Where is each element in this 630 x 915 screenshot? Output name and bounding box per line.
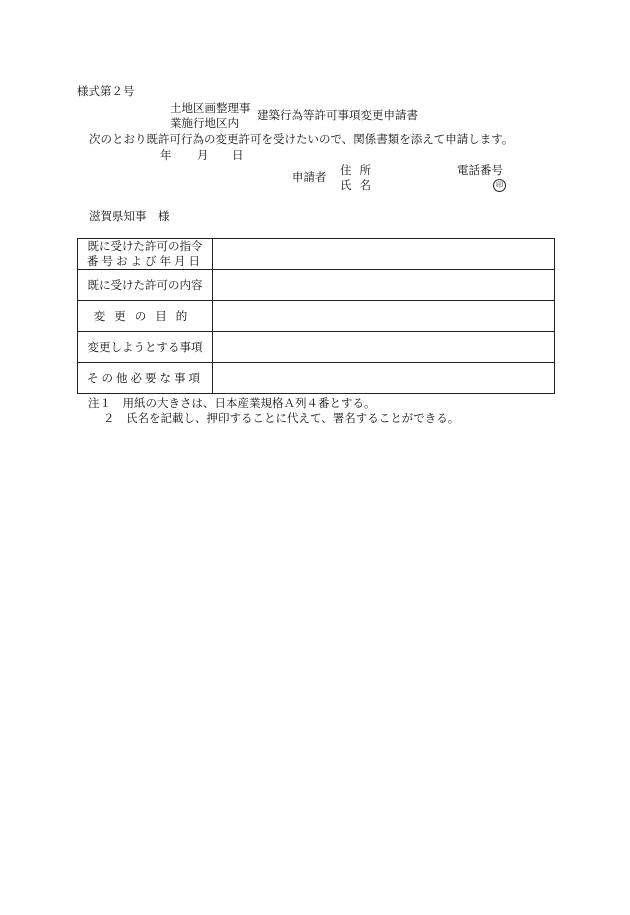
address-label: 住所 bbox=[340, 163, 379, 177]
note-1: 注１ 用紙の大きさは、日本産業規格Ａ列４番とする。 bbox=[88, 396, 376, 410]
row-label-prior-permit-content: 既に受けた許可の内容 bbox=[78, 270, 213, 301]
row-label-line2: 番号および年月日 bbox=[87, 254, 203, 268]
applicant-label: 申請者 bbox=[292, 170, 327, 184]
seal-icon: 印 bbox=[493, 179, 506, 192]
prior-permit-number-field[interactable] bbox=[213, 239, 555, 270]
intro-text: 次のとおり既許可行為の変更許可を受けたいので、関係書類を添えて申請します。 bbox=[89, 132, 514, 146]
row-label-other-items: その他必要な事項 bbox=[78, 363, 213, 394]
row-label-line1: 既に受けた許可の指令 bbox=[87, 239, 203, 253]
date-day-label: 日 bbox=[232, 148, 244, 162]
name-label: 氏名 bbox=[340, 178, 379, 192]
title-prefix-line1: 土地区画整理事 bbox=[170, 101, 251, 115]
date-month-label: 月 bbox=[197, 148, 209, 162]
title-prefix-line2: 業施行地区内 bbox=[170, 116, 239, 130]
table-row bbox=[78, 332, 555, 363]
change-purpose-field[interactable] bbox=[213, 301, 555, 332]
row-label-prior-permit-number bbox=[78, 239, 213, 270]
phone-label: 電話番号 bbox=[457, 163, 503, 177]
table-row bbox=[78, 301, 555, 332]
form-number: 様式第２号 bbox=[77, 84, 135, 98]
row-label-change-items: 変更しようとする事項 bbox=[78, 332, 213, 363]
table-row bbox=[78, 239, 555, 270]
other-items-field[interactable] bbox=[213, 363, 555, 394]
note-2: ２ 氏名を記載し、押印することに代えて、署名することができる。 bbox=[103, 411, 460, 425]
row-label-change-purpose: 変更の目的 bbox=[78, 301, 213, 332]
document-title: 建築行為等許可事項変更申請書 bbox=[257, 108, 418, 122]
table-row bbox=[78, 270, 555, 301]
recipient: 滋賀県知事 様 bbox=[89, 209, 170, 223]
application-table bbox=[77, 238, 555, 394]
title-prefix bbox=[170, 101, 251, 131]
date-year-label: 年 bbox=[160, 148, 172, 162]
table-row bbox=[78, 363, 555, 394]
change-items-field[interactable] bbox=[213, 332, 555, 363]
prior-permit-content-field[interactable] bbox=[213, 270, 555, 301]
